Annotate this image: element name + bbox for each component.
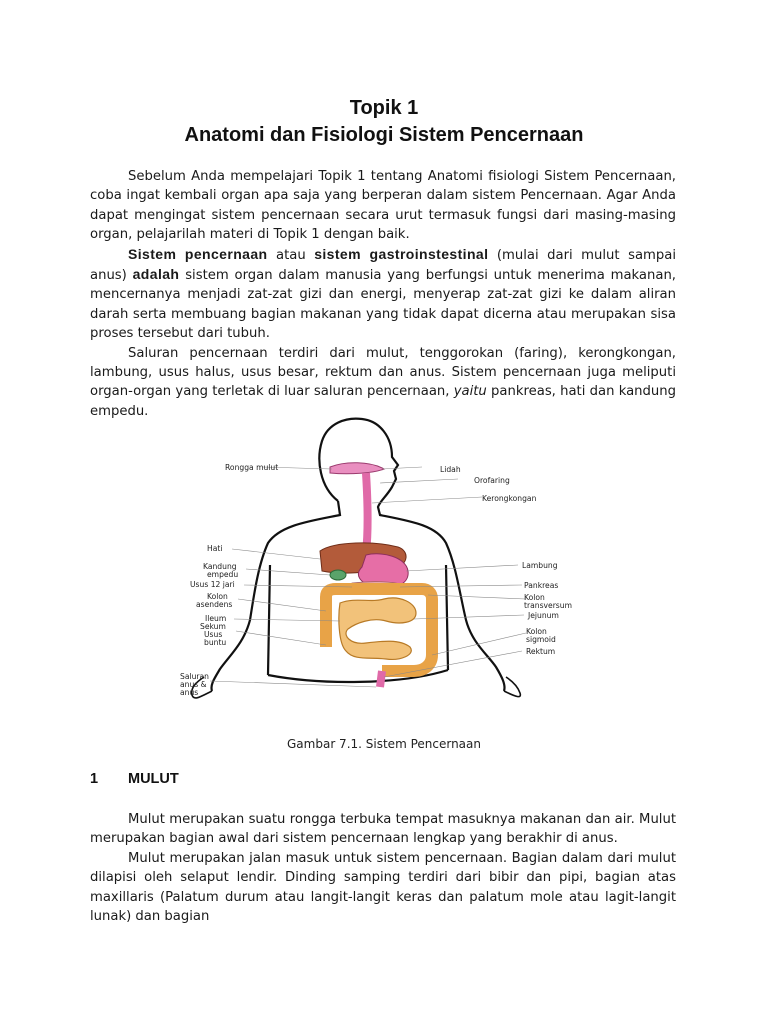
text-span: Saluran pencernaan terdiri dari mulut, tenggorokan (faring), kerongkongan, lambung, usus halus, usus besar, rektum dan anus. Sistem pencernaan juga meliputi organ-organ yang terletak di luar saluran pencernaan, <box>90 345 676 400</box>
italic-yaitu: yaitu <box>453 384 487 400</box>
label-saluran-anus-2: anus & <box>180 680 207 689</box>
figure-caption: Gambar 7.1. Sistem Pencernaan <box>287 737 481 751</box>
topic-number-title: Topik 1 <box>349 97 419 119</box>
oral-cavity <box>330 463 384 474</box>
intro-paragraph-3 <box>90 344 676 422</box>
intro-paragraph-2 <box>90 245 676 344</box>
section-title: MULUT <box>128 771 179 787</box>
term-gastroinstestinal: sistem gastroinstestinal <box>314 245 489 262</box>
label-pankreas: Pankreas <box>524 581 559 590</box>
label-kolon-transversum-1: Kolon <box>524 593 545 602</box>
esophagus <box>366 473 368 553</box>
label-hati: Hati <box>207 544 223 553</box>
term-adalah: adalah <box>132 266 180 283</box>
label-lambung: Lambung <box>522 561 558 570</box>
label-kolon-transversum-2: transversum <box>524 601 572 610</box>
label-lidah: Lidah <box>440 465 461 474</box>
small-intestine <box>339 598 416 659</box>
label-kolon-asendens-1: Kolon <box>207 592 228 601</box>
section-number: 1 <box>90 771 99 787</box>
label-kolon-asendens-2: asendens <box>196 600 233 609</box>
digestive-system-diagram <box>170 415 590 705</box>
section-text <box>90 810 676 926</box>
label-kandung: Kandung <box>203 562 237 571</box>
digestive-system-illustration <box>170 415 590 705</box>
section-paragraph-2: Mulut merupakan jalan masuk untuk sistem pencernaan. Bagian dalam dari mulut dilapisi oleh selaput lendir. Dinding samping terdiri dari bibir dan pipi, bagian atas maxillaris (Palatum durum atau langit-langit keras dan palatum mole atau lagit-langit lunak) dan bagian <box>90 850 676 925</box>
right-hand <box>504 677 520 697</box>
label-saluran-anus-1: Saluran <box>180 672 209 681</box>
text-span: atau <box>267 247 315 263</box>
topic-title: Anatomi dan Fisiologi Sistem Pencernaan <box>184 124 584 146</box>
intro-text <box>90 167 676 421</box>
label-sekum: Sekum <box>200 622 226 631</box>
label-usus-buntu-2: buntu <box>204 638 227 647</box>
label-jejunum: Jejunum <box>528 611 559 620</box>
label-rektum: Rektum <box>526 647 556 656</box>
label-usus-buntu-1: Usus <box>204 630 223 639</box>
label-orofaring: Orofaring <box>474 476 510 485</box>
label-ileum: Ileum <box>205 614 227 623</box>
label-kolon-sigmoid-1: Kolon <box>526 627 547 636</box>
rectum <box>380 671 382 687</box>
section-paragraph-1: Mulut merupakan suatu rongga terbuka tempat masuknya makanan dan air. Mulut merupakan bagian awal dari sistem pencernaan lengkap yang berakhir di anus. <box>90 812 676 847</box>
text-span: sistem organ dalam manusia yang berfungsi untuk menerima makanan, mencernanya menjadi zat-zat gizi dan energi, menyerap zat-zat gizi ke dalam aliran darah serta membuang bagian makanan yang tidak dapat dicerna atau merupakan sisa proses tersebut dari tubuh. <box>90 268 676 342</box>
term-sistem-pencernaan: Sistem pencernaan <box>128 245 268 262</box>
label-rongga-mulut: Rongga mulut <box>225 463 279 472</box>
text-span: (mulai dari mulut sampai anus) <box>90 247 676 284</box>
label-kolon-sigmoid-2: sigmoid <box>526 635 556 644</box>
label-saluran-anus-3: anus <box>180 688 199 697</box>
label-usus-12-jari: Usus 12 jari <box>190 580 235 589</box>
label-kerongkongan: Kerongkongan <box>482 494 537 503</box>
intro-paragraph-1: Sebelum Anda mempelajari Topik 1 tentang Anatomi fisiologi Sistem Pencernaan, coba ingat kembali organ apa saja yang berperan dalam sistem Pencernaan. Agar Anda dapat mengingat sistem pencernaan secara urut termasuk fungsi dari masing-masing organ, pelajarilah materi di Topik 1 dengan baik. <box>90 169 676 243</box>
gallbladder <box>330 570 346 580</box>
section-heading <box>90 771 179 787</box>
text-span: pankreas, hati dan kandung empedu. <box>90 384 676 419</box>
label-empedu: empedu <box>207 570 239 579</box>
